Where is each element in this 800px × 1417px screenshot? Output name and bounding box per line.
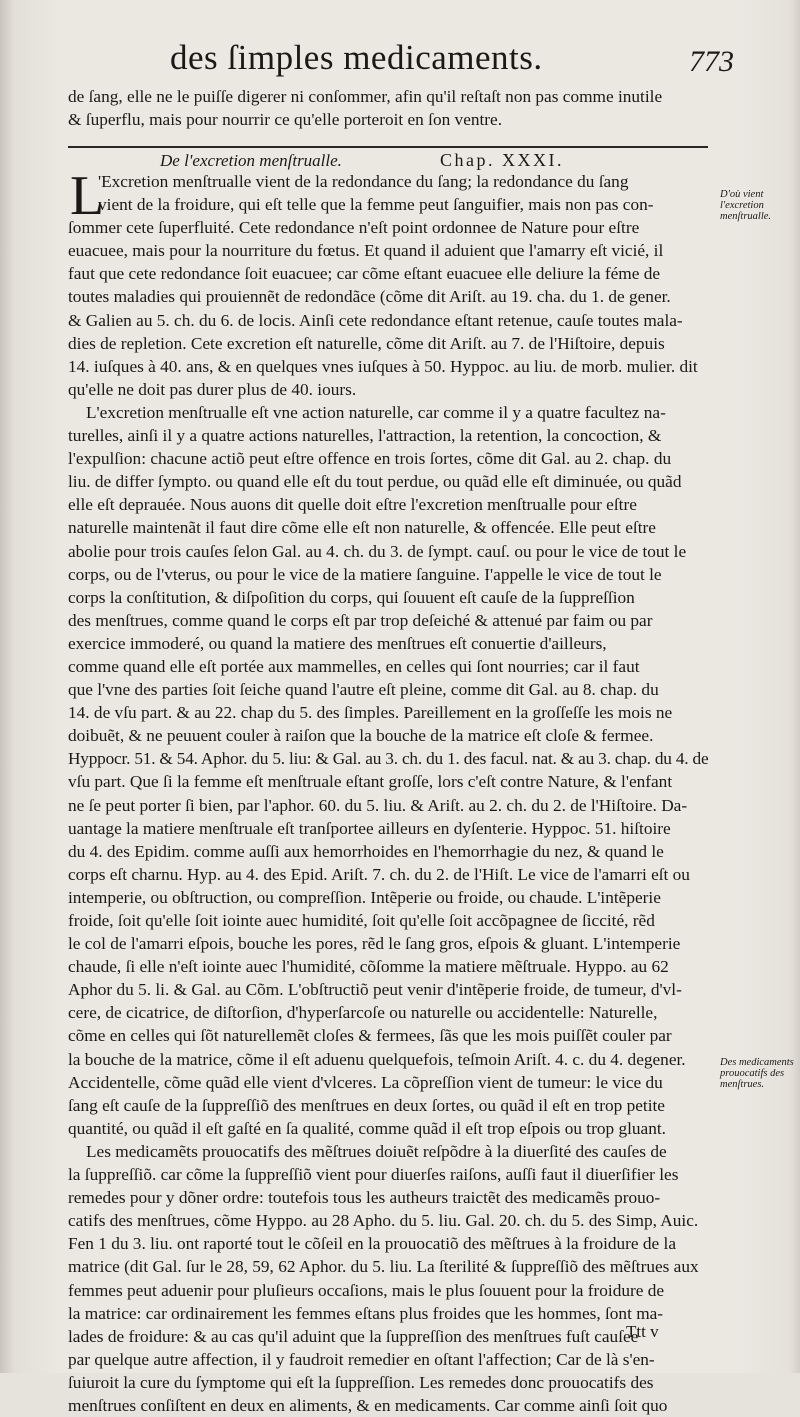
text-line: ſommer cete ſuperfluité. Cete redondance n'eſt point ordonnee de Nature pour eſtre (68, 218, 640, 238)
text-line: femmes peut aduenir pour pluſieurs occaſions, mais le plus ſouuent pour la froidure de (68, 1280, 665, 1300)
text-line: faut que cete redondance ſoit euacuee; car cõme eſtant euacuee elle deliure la féme de (68, 264, 661, 284)
text-line: intemperie, ou obſtruction, ou compreſſion. Intẽperie ou froide, ou chaude. L'intẽperie (68, 887, 661, 907)
text-line: que l'vne des parties ſoit ſeiche quand l'autre eſt pleine, comme dit Gal. au 8. chap. du (68, 680, 659, 700)
text-line: & Galien au 5. ch. du 6. de locis. Ainſi cete redondance eſtant retenue, cauſe toutes mala- (68, 310, 683, 330)
text-line: cõme en celles qui ſõt naturellemẽt cloſes & fermees, ſãs que les mois puiſſẽt couler par (68, 1026, 672, 1046)
text-line: remedes pour y dõner ordre: toutefois tous les autheurs traictẽt des medicamẽs prouo- (68, 1188, 661, 1208)
text-line: Accidentelle, cõme quãd elle vient d'vlceres. La cõpreſſion vient de tumeur: le vice du (68, 1072, 663, 1092)
text-line: corps la conſtitution, & diſpoſition du corps, qui ſouuent eſt cauſe de la ſuppreſſion (68, 587, 635, 607)
text-line: Les medicamẽts prouocatifs des mẽſtrues doiuẽt reſpõdre à la diuerſité des cauſes de (86, 1141, 667, 1161)
text-line: froide, ſoit qu'elle ſoit iointe auec humidité, ſoit qu'elle ſoit accõpagnee de ſiccité, rẽd (68, 911, 655, 930)
text-line: corps eſt charnu. Hyp. au 4. des Epid. Ariſt. 7. ch. du 2. de l'Hiſt. Le vice de l'amarri eſt ou (68, 864, 690, 884)
text-line: naturelle maintenãt il faut dire cõme elle eſt non naturelle, & offencée. Elle peut eſtre (68, 518, 656, 538)
carry-over-text (68, 86, 708, 132)
text-line: toutes maladies qui prouiennẽt de redondãce (cõme dit Ariſt. au 19. cha. du 1. de gener. (68, 287, 671, 307)
text-line: exercice immoderé, ou quand la matiere des menſtrues eſt conuertie d'ailleurs, (68, 633, 607, 653)
text-line: du 4. des Epidim. comme auſſi aux hemorrhoides en l'hemorrhagie du nez, & quand le (68, 841, 664, 861)
text-line: ne ſe peut porter ſi bien, par l'aphor. 60. du 5. liu. & Ariſt. au 2. ch. du 2. de l'Hiſtoire. Da- (68, 795, 688, 815)
text-line: turelles, ainſi il y a quatre actions naturelles, l'attraction, la retention, la concoction, & (68, 426, 662, 446)
text-line: la ſuppreſſiõ. car cõme la ſuppreſſiõ vient pour diuerſes raiſons, auſſi faut il diuerſifier les (68, 1165, 679, 1185)
text-line: l'expulſion: chacune actiõ peut eſtre offence en trois ſortes, cõme dit Gal. au 2. chap. du (68, 449, 672, 469)
text-line: doibuẽt, & ne peuuent couler à raiſon que la bouche de la matrice eſt cloſe & fermee. (68, 726, 654, 746)
text-line: matrice (dit Gal. ſur le 28, 59, 62 Aphor. du 5. liu. La ſterilité & ſuppreſſiõ des mẽſtrues aux (68, 1257, 699, 1277)
page-header (170, 30, 734, 86)
chapter-body (68, 165, 709, 1417)
text-line: liu. de differ ſympto. ou quand elle eſt du tout perdue, ou quãd elle eſt diminuée, ou quãd (68, 472, 682, 492)
text-line: 14. iuſques à 40. ans, & en quelques vnes iuſques à 50. Hyppoc. au liu. de morb. mulier. dit (68, 356, 698, 376)
text-line: Fen 1 du 3. liu. ont raporté tout le cõſeil en la prouocatiõ des mẽſtrues à la froidure de la (68, 1234, 677, 1254)
text-line: 'Excretion menſtrualle vient de la redondance du ſang; la redondance du ſang (98, 172, 629, 191)
margin-note-medicaments: Des medicaments prouocatifs des menſtrues. (720, 1057, 794, 1090)
text-line: euacuee, mais pour la nourriture du fœtus. Et quand il aduient que l'amarry eſt vicié, il (68, 241, 664, 261)
text-line: la bouche de la matrice, cõme il eſt aduenu quelquefois, teſmoin Ariſt. 4. c. du 4. degener. (68, 1049, 686, 1069)
text-line: catifs des menſtrues, cõme Hyppo. au 28 Apho. du 5. liu. Gal. 20. ch. du 5. des Simp, Auic. (68, 1211, 699, 1231)
text-line: vſu part. Que ſi la femme eſt menſtruale eſtant groſſe, lors c'eſt contre Nature, & l'enfant (68, 772, 673, 792)
text-line: quantité, ou quãd il eſt gaſté en ſa qualité, comme quãd il eſt trop eſpois ou trop gluant. (68, 1118, 666, 1138)
drop-capital: L (70, 165, 105, 227)
text-line: cere, de cicatrice, de diſtorſion, d'hyperſarcoſe ou naturelle ou accidentelle: Naturelle, (68, 1003, 658, 1023)
catchword: Ttt v (626, 1322, 659, 1341)
page-number: 773 (689, 45, 734, 78)
text-line: corps, ou de l'vterus, ou pour le vice de la matiere ſanguine. I'appelle le vice de tout le (68, 564, 662, 584)
text-line: dies de repletion. Cete excretion eſt naturelle, cõme dit Ariſt. au 7. de l'Hiſtoire, depuis (68, 333, 665, 353)
text-line: ſang eſt cauſe de la ſuppreſſiõ des menſtrues en deux ſortes, ou quãd il eſt en trop petite (68, 1095, 665, 1115)
text-line: 14. de vſu part. & au 22. chap du 5. des ſimples. Pareillement en la groſſeſſe les mois ne (68, 703, 673, 723)
text-line: par quelque autre affection, il y faudroit remedier en oſtant l'affection; Car de là s'en- (68, 1349, 655, 1369)
text-line: ſuiuroit la cure du ſymptome qui eſt la ſuppreſſion. Les remedes donc prouocatifs des (68, 1372, 654, 1392)
margin-note-excretion: D'où vient l'excretion menſtrualle. (720, 189, 772, 222)
text-line: Aphor du 5. li. & Gal. au Cõm. L'obſtructiõ peut venir d'intẽperie froide, de tumeur, d'vl- (68, 980, 682, 1000)
text-line: elle eſt deprauée. Nous auons dit quelle doit eſtre l'excretion menſtrualle pour eſtre (68, 495, 637, 515)
text-line: la matrice: car ordinairement les femmes eſtans plus froides que les hommes, ſont ma- (68, 1303, 664, 1323)
text-line: chaude, ſi elle n'eſt iointe auec l'humidité, cõſomme la matiere mẽſtruale. Hyppo. au 62 (68, 957, 669, 977)
text-line: vient de la froidure, qui eſt telle que la femme peut ſanguifier, mais non pas con- (98, 195, 654, 215)
text-line: lades de froidure: & au cas qu'il aduint que la ſuppreſſion des menſtrues fuſt cauſee (68, 1326, 639, 1346)
text-line: L'excretion menſtrualle eſt vne action naturelle, car comme il y a quatre facultez na- (86, 402, 666, 422)
text-line: menſtrues conſiſtent en deux en aliments, & en medicaments. Car comme ainſi ſoit quo (68, 1395, 668, 1415)
text-line: Hyppocr. 51. & 54. Aphor. du 5. liu: & Gal. au 3. ch. du 1. des facul. nat. & au 3. chap. du 4. de (68, 749, 709, 769)
text-line: abolie pour trois cauſes ſelon Gal. au 4. ch. du 3. de ſympt. cauſ. ou pour le vice de tout le (68, 541, 687, 561)
text-line: des menſtrues, comme quand le corps eſt par trop deſeiché & attenué par faim ou par (68, 610, 653, 630)
text-line: de ſang, elle ne le puiſſe digerer ni conſommer, afin qu'il reſtaſt non pas comme inutile (68, 87, 663, 106)
text-line: & ſuperflu, mais pour nourrir ce qu'elle porteroit en ſon ventre. (68, 110, 503, 130)
chapter-number: Chap. XXXI. (440, 150, 564, 170)
text-line: uantage la matiere menſtruale eſt tranſportee ailleurs en dyſenterie. Hyppoc. 51. hiſtoire (68, 818, 671, 838)
text-line: qu'elle ne doit pas durer plus de 40. iours. (68, 379, 357, 399)
section-divider (68, 146, 708, 148)
text-line: comme quand elle eſt portée aux mammelles, en celles qui ſont nourries; car il faut (68, 656, 640, 676)
chapter-title: De l'excretion menſtrualle. (160, 151, 342, 170)
text-line: le col de l'amarri eſpois, bouche les pores, rẽd le ſang gros, eſpois & gluant. L'intemperie (68, 934, 681, 954)
running-title: des ſimples medicaments. (170, 38, 543, 77)
